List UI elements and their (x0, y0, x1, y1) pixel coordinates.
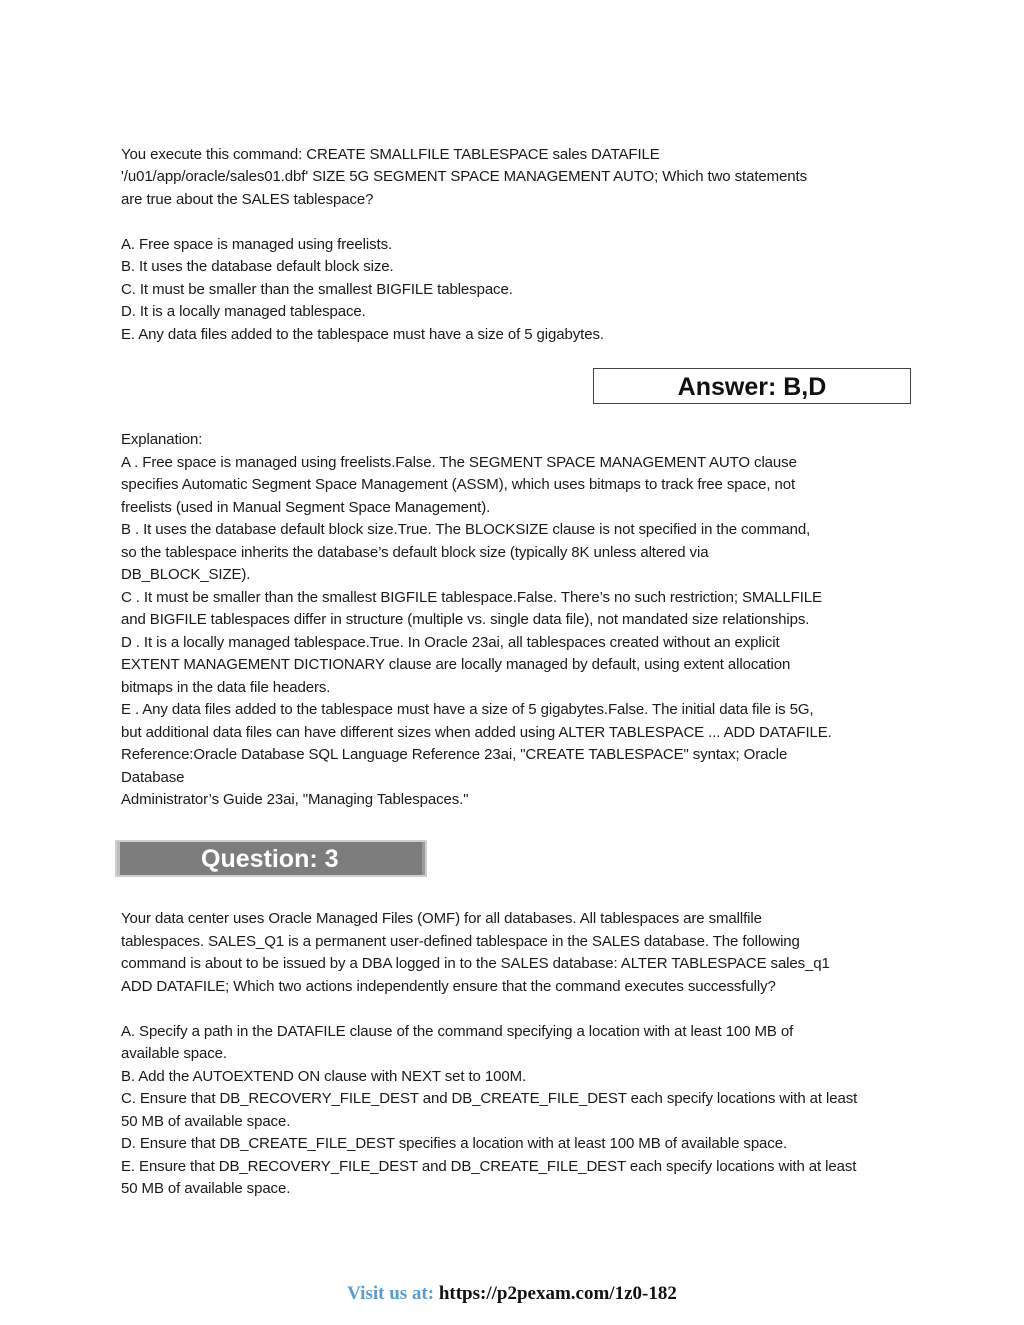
footer-link[interactable]: https://p2pexam.com/1z0-182 (438, 1283, 677, 1304)
question-heading-banner (115, 840, 427, 877)
question2-option-b: B. It uses the database default block size. (121, 258, 394, 275)
question3-option-e-cont: 50 MB of available space. (121, 1180, 291, 1197)
question2-option-c: C. It must be smaller than the smallest BIGFILE tablespace. (121, 281, 513, 298)
question3-option-a-cont: available space. (121, 1045, 227, 1062)
explanation-line: DB_BLOCK_SIZE). (121, 566, 251, 583)
explanation-line: C . It must be smaller than the smallest BIGFILE tablespace.False. There’s no such restriction; SMALLFILE (121, 589, 822, 606)
question3-option-c: C. Ensure that DB_RECOVERY_FILE_DEST and DB_CREATE_FILE_DEST each specify locations with at least (121, 1090, 858, 1107)
explanation-reference: Database (121, 769, 185, 786)
question2-stem-line: '/u01/app/oracle/sales01.dbf' SIZE 5G SEGMENT SPACE MANAGEMENT AUTO; Which two statements (121, 168, 807, 185)
explanation-reference: Administrator’s Guide 23ai, "Managing Tablespaces." (121, 791, 469, 808)
question3-stem-line: tablespaces. SALES_Q1 is a permanent user-defined tablespace in the SALES database. The following (121, 933, 800, 950)
footer-label: Visit us at: (347, 1283, 435, 1304)
explanation-line: specifies Automatic Segment Space Management (ASSM), which uses bitmaps to track free space, not (121, 476, 796, 493)
explanation-line: EXTENT MANAGEMENT DICTIONARY clause are locally managed by default, using extent allocation (121, 656, 791, 673)
explanation-heading: Explanation: (121, 431, 203, 448)
explanation-line: so the tablespace inherits the database’s default block size (typically 8K unless altered via (121, 544, 709, 561)
question3-stem-line: command is about to be issued by a DBA logged in to the SALES database: ALTER TABLESPACE sales_q1 (121, 955, 830, 972)
explanation-line: E . Any data files added to the tablespace must have a size of 5 gigabytes.False. The initial data file is 5G, (121, 701, 814, 718)
explanation-line: but additional data files can have different sizes when added using ALTER TABLESPACE ... ADD DATAFILE. (121, 724, 832, 741)
explanation-line: and BIGFILE tablespaces differ in structure (multiple vs. single data file), not mandated size relationships. (121, 611, 810, 628)
question-heading: Question: 3 (201, 845, 339, 873)
question2-stem-line: You execute this command: CREATE SMALLFILE TABLESPACE sales DATAFILE (121, 146, 660, 163)
question3-option-b: B. Add the AUTOEXTEND ON clause with NEXT set to 100M. (121, 1068, 527, 1085)
explanation-reference: Reference:Oracle Database SQL Language Reference 23ai, "CREATE TABLESPACE" syntax; Oracle (121, 746, 788, 763)
explanation-line: B . It uses the database default block size.True. The BLOCKSIZE clause is not specified in the command, (121, 521, 811, 538)
footer (0, 1282, 1024, 1306)
explanation-line: D . It is a locally managed tablespace.True. In Oracle 23ai, all tablespaces created without an explicit (121, 634, 780, 651)
question2-option-d: D. It is a locally managed tablespace. (121, 303, 366, 320)
question3-option-d: D. Ensure that DB_CREATE_FILE_DEST specifies a location with at least 100 MB of available space. (121, 1135, 788, 1152)
explanation-line: bitmaps in the data file headers. (121, 679, 331, 696)
question3-stem-line: ADD DATAFILE; Which two actions independently ensure that the command executes successfully? (121, 978, 776, 995)
question2-option-e: E. Any data files added to the tablespace must have a size of 5 gigabytes. (121, 326, 604, 343)
question2-option-a: A. Free space is managed using freelists. (121, 236, 393, 253)
question2-stem-line: are true about the SALES tablespace? (121, 191, 374, 208)
answer-box (593, 368, 911, 404)
answer-label: Answer: B,D (677, 373, 827, 401)
question3-option-e: E. Ensure that DB_RECOVERY_FILE_DEST and DB_CREATE_FILE_DEST each specify locations with at least (121, 1158, 857, 1175)
question3-stem-line: Your data center uses Oracle Managed Files (OMF) for all databases. All tablespaces are smallfile (121, 910, 762, 927)
question3-option-a: A. Specify a path in the DATAFILE clause of the command specifying a location with at least 100 MB of (121, 1023, 794, 1040)
explanation-line: freelists (used in Manual Segment Space Management). (121, 499, 491, 516)
question3-option-c-cont: 50 MB of available space. (121, 1113, 291, 1130)
explanation-line: A . Free space is managed using freelists.False. The SEGMENT SPACE MANAGEMENT AUTO clause (121, 454, 797, 471)
